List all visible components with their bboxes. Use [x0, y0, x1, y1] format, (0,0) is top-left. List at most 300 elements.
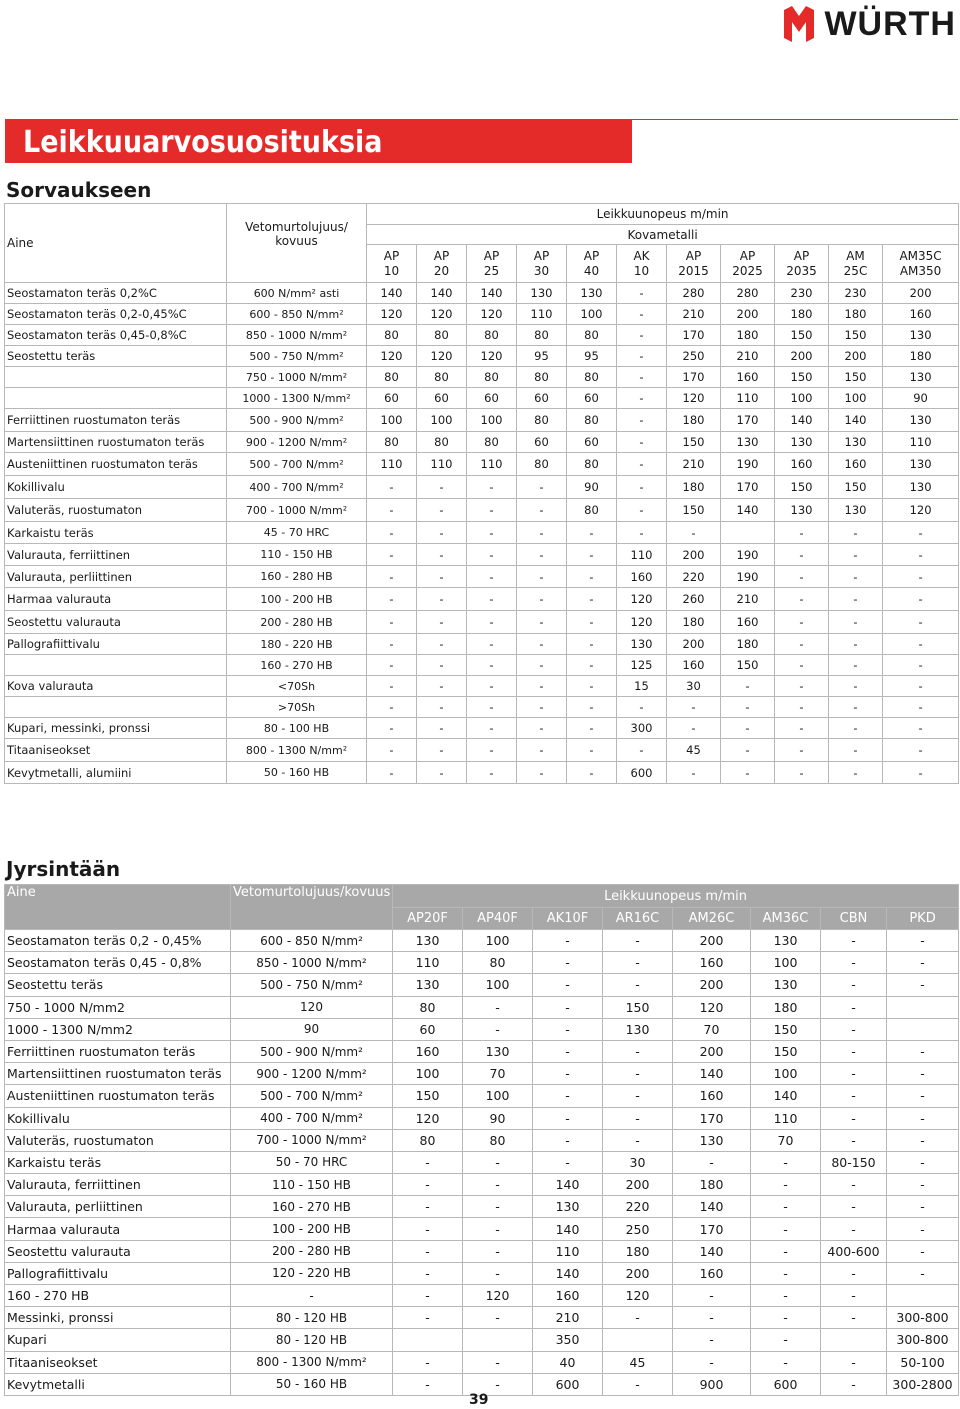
strength-cell: 700 - 1000 N/mm²	[227, 499, 367, 522]
speed-cell: -	[467, 718, 517, 739]
speed-cell: -	[463, 1262, 533, 1284]
speed-cell: 45	[603, 1351, 673, 1373]
milling-grade-header: PKD	[887, 908, 959, 930]
material-cell: Seostamaton teräs 0,45-0,8%C	[5, 325, 227, 346]
speed-cell: -	[367, 588, 417, 611]
strength-cell: 400 - 700 N/mm²	[227, 476, 367, 499]
speed-cell: 140	[467, 283, 517, 304]
turning-grade-header: AP 25	[467, 245, 517, 283]
speed-cell: 130	[393, 974, 463, 996]
table-row	[5, 566, 959, 588]
speed-cell: -	[883, 697, 959, 718]
speed-cell: -	[467, 634, 517, 655]
speed-cell: -	[517, 522, 567, 544]
strength-cell: 750 - 1000 N/mm²	[227, 367, 367, 388]
speed-cell: 80	[517, 409, 567, 432]
table-row	[5, 611, 959, 634]
table-row	[5, 304, 959, 325]
material-cell: Kupari, messinki, pronssi	[5, 718, 227, 739]
material-cell: 750 - 1000 N/mm2	[5, 996, 231, 1018]
speed-cell: 160	[673, 1085, 751, 1107]
speed-cell: 100	[393, 1063, 463, 1085]
speed-cell: 120	[603, 1285, 673, 1307]
speed-cell: -	[603, 1373, 673, 1395]
speed-cell: -	[821, 1196, 887, 1218]
material-cell	[5, 367, 227, 388]
speed-cell: 80	[417, 367, 467, 388]
strength-cell: 160 - 270 HB	[231, 1196, 393, 1218]
speed-cell: 150	[751, 1040, 821, 1062]
table-row	[5, 676, 959, 697]
speed-cell: -	[821, 1018, 887, 1040]
speed-cell: -	[567, 739, 617, 762]
material-cell: Austeniittinen ruostumaton teräs	[5, 453, 227, 476]
strength-cell: 1000 - 1300 N/mm²	[227, 388, 367, 409]
speed-cell: 130	[603, 1018, 673, 1040]
speed-cell: 60	[417, 388, 467, 409]
speed-cell: 130	[517, 283, 567, 304]
speed-cell: -	[463, 1218, 533, 1240]
speed-cell: -	[517, 739, 567, 762]
milling-grade-header: AR16C	[603, 908, 673, 930]
speed-cell: 30	[667, 676, 721, 697]
speed-cell: -	[417, 611, 467, 634]
milling-grade-header: AK10F	[533, 908, 603, 930]
speed-cell: 280	[721, 283, 775, 304]
speed-cell: 220	[667, 566, 721, 588]
table-row	[5, 718, 959, 739]
table-row	[5, 1151, 959, 1173]
speed-cell: -	[751, 1151, 821, 1173]
speed-cell: 130	[829, 432, 883, 453]
speed-cell: 130	[883, 409, 959, 432]
speed-cell: 130	[751, 930, 821, 952]
speed-cell: -	[463, 1174, 533, 1196]
turning-grade-header: AP 2025	[721, 245, 775, 283]
speed-cell: -	[887, 1240, 959, 1262]
speed-cell: -	[821, 1085, 887, 1107]
speed-cell: -	[393, 1262, 463, 1284]
milling-table	[4, 884, 959, 1396]
speed-cell: 110	[533, 1240, 603, 1262]
speed-cell: -	[393, 1151, 463, 1173]
speed-cell: -	[567, 676, 617, 697]
table-row	[5, 346, 959, 367]
speed-cell: -	[467, 655, 517, 676]
speed-cell: -	[533, 1129, 603, 1151]
material-cell: Ferriittinen ruostumaton teräs	[5, 409, 227, 432]
speed-cell: 120	[367, 346, 417, 367]
speed-cell: -	[367, 499, 417, 522]
turning-head-strength: Vetomurtolujuus/ kovuus	[227, 204, 367, 283]
material-cell: Pallografiittivalu	[5, 634, 227, 655]
speed-cell	[887, 996, 959, 1018]
speed-cell: -	[751, 1262, 821, 1284]
speed-cell: -	[617, 367, 667, 388]
table-row	[5, 1218, 959, 1240]
speed-cell: 80	[567, 367, 617, 388]
speed-cell: -	[417, 499, 467, 522]
strength-cell: 160 - 270 HB	[227, 655, 367, 676]
speed-cell: -	[463, 1196, 533, 1218]
speed-cell: 110	[517, 304, 567, 325]
speed-cell: -	[463, 996, 533, 1018]
speed-cell: 140	[775, 409, 829, 432]
speed-cell: 160	[393, 1040, 463, 1062]
speed-cell: -	[603, 1040, 673, 1062]
speed-cell: -	[751, 1240, 821, 1262]
speed-cell: 200	[775, 346, 829, 367]
table-row	[5, 1196, 959, 1218]
speed-cell: 180	[603, 1240, 673, 1262]
speed-cell: 210	[667, 304, 721, 325]
speed-cell: -	[883, 676, 959, 697]
speed-cell: -	[829, 676, 883, 697]
table-row	[5, 634, 959, 655]
speed-cell: 100	[417, 409, 467, 432]
strength-cell: 120 - 220 HB	[231, 1262, 393, 1284]
speed-cell: -	[463, 1351, 533, 1373]
milling-head-speed: Leikkuunopeus m/min	[393, 885, 959, 908]
material-cell: Seostamaton teräs 0,2-0,45%C	[5, 304, 227, 325]
speed-cell: 300-800	[887, 1329, 959, 1351]
speed-cell: -	[533, 996, 603, 1018]
speed-cell: 80	[517, 453, 567, 476]
speed-cell: -	[887, 1218, 959, 1240]
turning-grade-header: AP 40	[567, 245, 617, 283]
strength-cell: 800 - 1300 N/mm²	[227, 739, 367, 762]
speed-cell: -	[829, 522, 883, 544]
turning-section-title: Sorvaukseen	[6, 178, 152, 202]
table-row	[5, 476, 959, 499]
speed-cell: -	[533, 1018, 603, 1040]
speed-cell: -	[883, 718, 959, 739]
speed-cell: 60	[367, 388, 417, 409]
speed-cell: -	[821, 952, 887, 974]
strength-cell: 700 - 1000 N/mm²	[231, 1129, 393, 1151]
speed-cell: 130	[673, 1129, 751, 1151]
speed-cell: -	[821, 1129, 887, 1151]
speed-cell: 300-2800	[887, 1373, 959, 1395]
speed-cell: -	[603, 1085, 673, 1107]
speed-cell: -	[775, 718, 829, 739]
speed-cell: -	[721, 676, 775, 697]
speed-cell: -	[673, 1351, 751, 1373]
speed-cell: 90	[567, 476, 617, 499]
speed-cell: -	[751, 1285, 821, 1307]
speed-cell: -	[887, 974, 959, 996]
speed-cell: -	[533, 1107, 603, 1129]
speed-cell: -	[467, 476, 517, 499]
table-row	[5, 1351, 959, 1373]
speed-cell: -	[821, 1174, 887, 1196]
speed-cell: -	[393, 1373, 463, 1395]
material-cell: Harmaa valurauta	[5, 588, 227, 611]
speed-cell	[887, 1018, 959, 1040]
table-row	[5, 1262, 959, 1284]
speed-cell: 140	[829, 409, 883, 432]
strength-cell: 900 - 1200 N/mm²	[227, 432, 367, 453]
turning-grade-header: AK 10	[617, 245, 667, 283]
speed-cell: 125	[617, 655, 667, 676]
strength-cell: 80 - 120 HB	[231, 1307, 393, 1329]
table-row	[5, 1307, 959, 1329]
speed-cell: -	[883, 588, 959, 611]
speed-cell: -	[417, 634, 467, 655]
speed-cell: 150	[775, 476, 829, 499]
turning-grade-header: AP 30	[517, 245, 567, 283]
speed-cell: -	[417, 588, 467, 611]
material-cell: Kevytmetalli	[5, 1373, 231, 1395]
table-row	[5, 762, 959, 784]
speed-cell: 80	[467, 432, 517, 453]
speed-cell: -	[829, 655, 883, 676]
speed-cell: -	[883, 634, 959, 655]
speed-cell: -	[517, 655, 567, 676]
speed-cell: 70	[751, 1129, 821, 1151]
speed-cell: 400-600	[821, 1240, 887, 1262]
speed-cell: 120	[463, 1285, 533, 1307]
speed-cell: 200	[667, 634, 721, 655]
speed-cell: -	[517, 676, 567, 697]
strength-cell: 160 - 280 HB	[227, 566, 367, 588]
speed-cell: -	[617, 346, 667, 367]
strength-cell: 500 - 750 N/mm²	[231, 974, 393, 996]
table-row	[5, 655, 959, 676]
speed-cell: 280	[667, 283, 721, 304]
speed-cell: -	[887, 1151, 959, 1173]
speed-cell: 80	[367, 432, 417, 453]
speed-cell: -	[517, 634, 567, 655]
speed-cell: 140	[721, 499, 775, 522]
speed-cell: 130	[463, 1040, 533, 1062]
speed-cell: 120	[617, 588, 667, 611]
speed-cell: -	[775, 697, 829, 718]
speed-cell: -	[393, 1218, 463, 1240]
material-cell: Martensiittinen ruostumaton teräs	[5, 432, 227, 453]
speed-cell: -	[533, 930, 603, 952]
material-cell: Kokillivalu	[5, 476, 227, 499]
speed-cell: 80	[567, 409, 617, 432]
speed-cell: 110	[617, 544, 667, 566]
speed-cell: -	[603, 930, 673, 952]
table-row	[5, 1018, 959, 1040]
speed-cell: 120	[417, 304, 467, 325]
strength-cell: 110 - 150 HB	[231, 1174, 393, 1196]
table-row	[5, 1174, 959, 1196]
speed-cell: -	[829, 697, 883, 718]
speed-cell: -	[883, 611, 959, 634]
speed-cell: -	[517, 697, 567, 718]
speed-cell: 100	[367, 409, 417, 432]
material-cell: Seostamaton teräs 0,45 - 0,8%	[5, 952, 231, 974]
speed-cell: 200	[673, 974, 751, 996]
speed-cell: 120	[393, 1107, 463, 1129]
speed-cell: -	[821, 930, 887, 952]
speed-cell: 80	[567, 453, 617, 476]
speed-cell: 170	[673, 1107, 751, 1129]
speed-cell: 600	[533, 1373, 603, 1395]
speed-cell: 110	[467, 453, 517, 476]
speed-cell: 100	[463, 930, 533, 952]
speed-cell: -	[617, 453, 667, 476]
speed-cell: -	[887, 1129, 959, 1151]
speed-cell: -	[617, 304, 667, 325]
speed-cell: -	[467, 499, 517, 522]
speed-cell: 200	[603, 1262, 673, 1284]
speed-cell: 230	[829, 283, 883, 304]
speed-cell: 160	[673, 1262, 751, 1284]
speed-cell: -	[821, 1218, 887, 1240]
speed-cell: 200	[673, 930, 751, 952]
speed-cell: -	[883, 522, 959, 544]
speed-cell: -	[393, 1174, 463, 1196]
speed-cell: 80	[467, 367, 517, 388]
speed-cell: 80	[367, 325, 417, 346]
speed-cell: -	[617, 739, 667, 762]
speed-cell: -	[603, 974, 673, 996]
speed-cell: -	[417, 676, 467, 697]
speed-cell: -	[829, 566, 883, 588]
speed-cell: -	[417, 476, 467, 499]
speed-cell: -	[721, 697, 775, 718]
speed-cell: -	[775, 634, 829, 655]
speed-cell: 210	[721, 346, 775, 367]
material-cell: Karkaistu teräs	[5, 1151, 231, 1173]
speed-cell: -	[775, 676, 829, 697]
speed-cell: 120	[617, 611, 667, 634]
speed-cell: 150	[829, 476, 883, 499]
milling-head-material: Aine	[5, 885, 231, 930]
speed-cell: -	[517, 544, 567, 566]
speed-cell: 150	[829, 367, 883, 388]
speed-cell: 600	[751, 1373, 821, 1395]
turning-grade-header: AP 2035	[775, 245, 829, 283]
speed-cell: 90	[883, 388, 959, 409]
speed-cell: -	[751, 1174, 821, 1196]
speed-cell: -	[417, 739, 467, 762]
speed-cell: 130	[567, 283, 617, 304]
speed-cell: -	[617, 283, 667, 304]
speed-cell: -	[821, 996, 887, 1018]
speed-cell: 170	[667, 325, 721, 346]
milling-grade-header: AP20F	[393, 908, 463, 930]
speed-cell: 130	[883, 325, 959, 346]
table-row	[5, 499, 959, 522]
strength-cell: >70Sh	[227, 697, 367, 718]
strength-cell: 45 - 70 HRC	[227, 522, 367, 544]
strength-cell: 100 - 200 HB	[231, 1218, 393, 1240]
strength-cell: 50 - 70 HRC	[231, 1151, 393, 1173]
speed-cell: 50-100	[887, 1351, 959, 1373]
speed-cell: -	[829, 762, 883, 784]
speed-cell: 140	[673, 1063, 751, 1085]
speed-cell: -	[887, 1040, 959, 1062]
speed-cell: -	[775, 544, 829, 566]
speed-cell: 120	[883, 499, 959, 522]
speed-cell: 210	[721, 588, 775, 611]
milling-grade-header: AM26C	[673, 908, 751, 930]
speed-cell: -	[751, 1351, 821, 1373]
speed-cell: 150	[775, 367, 829, 388]
strength-cell: 850 - 1000 N/mm²	[231, 952, 393, 974]
speed-cell: -	[367, 718, 417, 739]
speed-cell: 70	[463, 1063, 533, 1085]
speed-cell: 80	[417, 432, 467, 453]
speed-cell: -	[821, 1351, 887, 1373]
speed-cell: 130	[393, 930, 463, 952]
speed-cell: -	[417, 544, 467, 566]
speed-cell: -	[883, 544, 959, 566]
strength-cell: 90	[231, 1018, 393, 1040]
speed-cell: -	[887, 952, 959, 974]
speed-cell: -	[517, 588, 567, 611]
speed-cell: -	[467, 611, 517, 634]
material-cell: Seostettu teräs	[5, 346, 227, 367]
speed-cell: 150	[393, 1085, 463, 1107]
speed-cell: -	[887, 1107, 959, 1129]
strength-cell: 500 - 900 N/mm²	[227, 409, 367, 432]
table-row	[5, 325, 959, 346]
table-row	[5, 544, 959, 566]
speed-cell: -	[673, 1329, 751, 1351]
speed-cell: 160	[533, 1285, 603, 1307]
speed-cell: 120	[667, 388, 721, 409]
speed-cell: 100	[463, 974, 533, 996]
speed-cell: -	[417, 655, 467, 676]
speed-cell: 100	[751, 1063, 821, 1085]
speed-cell: -	[393, 1351, 463, 1373]
speed-cell: -	[367, 476, 417, 499]
speed-cell: 300	[617, 718, 667, 739]
speed-cell: -	[721, 739, 775, 762]
speed-cell: -	[617, 499, 667, 522]
speed-cell: 95	[517, 346, 567, 367]
speed-cell: -	[467, 676, 517, 697]
speed-cell: 180	[751, 996, 821, 1018]
speed-cell: -	[393, 1285, 463, 1307]
speed-cell: -	[393, 1307, 463, 1329]
table-row	[5, 453, 959, 476]
strength-cell: 500 - 750 N/mm²	[227, 346, 367, 367]
strength-cell: 120	[231, 996, 393, 1018]
speed-cell: -	[463, 1307, 533, 1329]
speed-cell: -	[533, 1040, 603, 1062]
speed-cell: -	[821, 1107, 887, 1129]
speed-cell: 140	[533, 1262, 603, 1284]
table-row	[5, 522, 959, 544]
speed-cell: 90	[463, 1107, 533, 1129]
speed-cell: -	[821, 1285, 887, 1307]
material-cell: Seostamaton teräs 0,2 - 0,45%	[5, 930, 231, 952]
speed-cell: 45	[667, 739, 721, 762]
speed-cell: 110	[393, 952, 463, 974]
speed-cell	[821, 1329, 887, 1351]
turning-grade-header: AP 2015	[667, 245, 721, 283]
speed-cell: -	[467, 566, 517, 588]
speed-cell: 130	[617, 634, 667, 655]
speed-cell: 180	[667, 611, 721, 634]
speed-cell: 190	[721, 453, 775, 476]
table-row	[5, 432, 959, 453]
wurth-logo-icon	[782, 4, 816, 44]
speed-cell: -	[463, 1018, 533, 1040]
strength-cell: 500 - 700 N/mm²	[227, 453, 367, 476]
strength-cell: 200 - 280 HB	[231, 1240, 393, 1262]
speed-cell: -	[821, 1262, 887, 1284]
speed-cell: 150	[829, 325, 883, 346]
speed-cell: -	[367, 739, 417, 762]
